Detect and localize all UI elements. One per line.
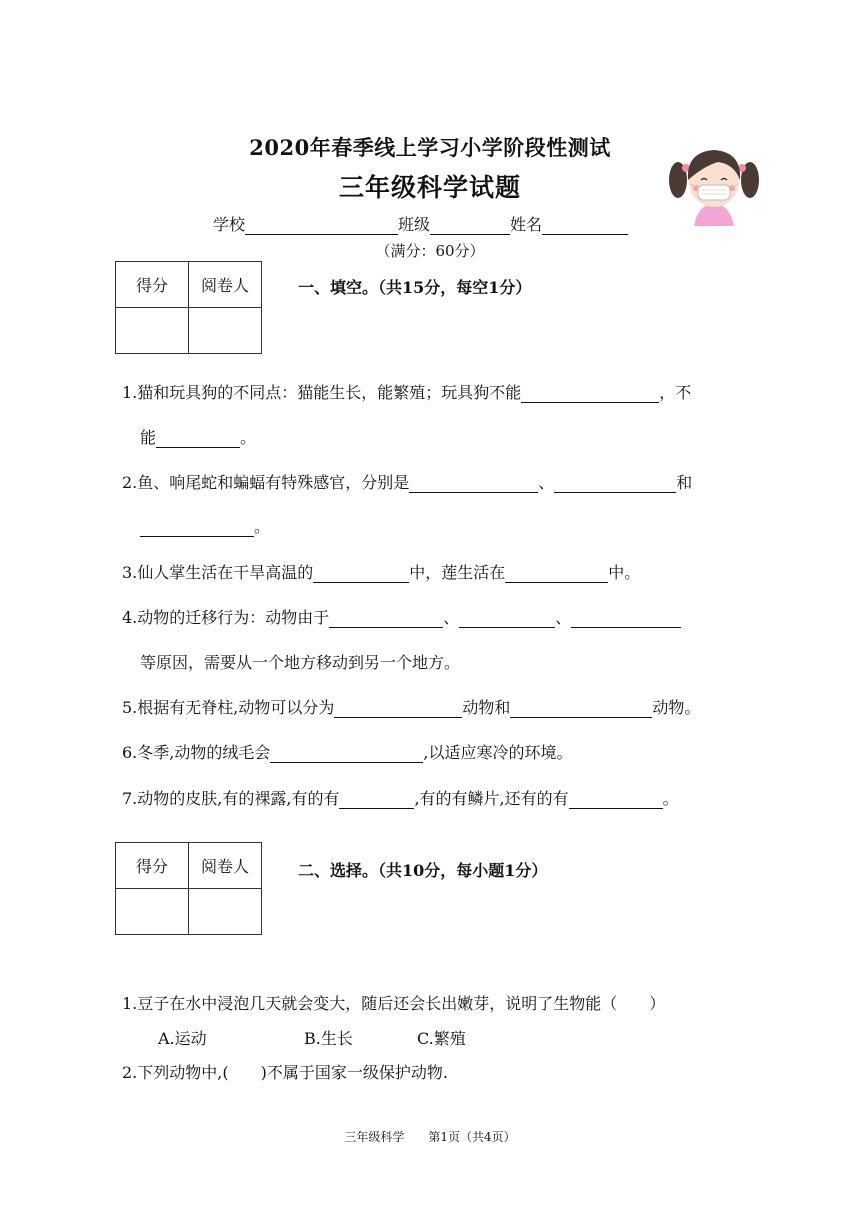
answer-blank[interactable] — [140, 518, 254, 537]
answer-blank[interactable] — [554, 474, 676, 493]
answer-blank[interactable] — [339, 790, 414, 809]
class-field[interactable] — [430, 216, 510, 235]
page-footer: 三年级科学 第1页（共4页） — [344, 1130, 516, 1144]
question-text: 动物。 — [652, 698, 701, 717]
answer-blank[interactable] — [459, 609, 555, 628]
question-text: 1.猫和玩具狗的不同点：猫能生长，能繁殖；玩具狗不能 — [122, 383, 522, 402]
choice-question-2: 2.下列动物中,( )不属于国家一级保护动物. — [122, 1063, 448, 1082]
score-header: 得分 — [116, 843, 189, 889]
question-text: 中。 — [608, 563, 641, 582]
question-text: 。 — [662, 789, 679, 808]
question-text: 和 — [676, 473, 693, 492]
question-text: ,有的有鳞片,还有的有 — [414, 789, 569, 808]
reviewer-header: 阅卷人 — [189, 262, 262, 308]
question-5 — [122, 695, 700, 718]
full-score-note: （满分：60分） — [375, 242, 485, 260]
score-table-section1 — [115, 261, 262, 354]
school-label: 学校 — [213, 215, 246, 234]
question-2-line2 — [140, 514, 270, 537]
reviewer-header: 阅卷人 — [189, 843, 262, 889]
question-text: 7.动物的皮肤,有的裸露,有的有 — [122, 789, 340, 808]
answer-blank[interactable] — [409, 474, 538, 493]
answer-blank[interactable] — [571, 609, 681, 628]
question-7 — [122, 786, 679, 809]
score-cell[interactable] — [116, 889, 189, 935]
exam-title: 2020年春季线上学习小学阶段性测试 — [249, 135, 611, 160]
question-1-line1 — [122, 380, 691, 403]
answer-blank[interactable] — [156, 429, 240, 448]
question-text: ，不 — [659, 383, 692, 402]
class-label: 班级 — [398, 215, 431, 234]
question-4-line1 — [122, 605, 681, 628]
section1-title: 一、填空。（共15分，每空1分） — [298, 278, 532, 297]
answer-blank[interactable] — [334, 699, 462, 718]
answer-blank[interactable] — [510, 699, 652, 718]
girl-with-mask-icon — [668, 138, 760, 226]
answer-blank[interactable] — [270, 744, 423, 763]
question-text: 能 — [140, 428, 157, 447]
question-4-line2: 等原因，需要从一个地方移动到另一个地方。 — [140, 653, 461, 672]
answer-blank[interactable] — [313, 564, 409, 583]
question-text: 3.仙人掌生活在干旱高温的 — [122, 563, 314, 582]
score-header: 得分 — [116, 262, 189, 308]
school-field[interactable] — [245, 216, 398, 235]
choice-question-1: 1.豆子在水中浸泡几天就会变大，随后还会长出嫩芽，说明了生物能（ ） — [122, 994, 666, 1013]
question-text: 2.鱼、响尾蛇和蝙蝠有特殊感官，分别是 — [122, 473, 410, 492]
question-text: 5.根据有无脊柱,动物可以分为 — [122, 698, 335, 717]
question-text: 6.冬季,动物的绒毛会 — [122, 743, 271, 762]
answer-blank[interactable] — [505, 564, 608, 583]
option-b[interactable]: B.生长 — [304, 1029, 353, 1048]
option-c[interactable]: C.繁殖 — [417, 1029, 466, 1048]
name-field[interactable] — [542, 216, 628, 235]
reviewer-cell[interactable] — [189, 308, 262, 354]
question-text: 动物和 — [462, 698, 511, 717]
question-text: 、 — [538, 473, 555, 492]
question-text: 。 — [254, 517, 271, 536]
name-label: 姓名 — [510, 215, 543, 234]
section2-title: 二、选择。（共10分，每小题1分） — [298, 861, 548, 880]
score-table-section2 — [115, 842, 262, 935]
question-2-line1 — [122, 470, 692, 493]
score-cell[interactable] — [116, 308, 189, 354]
question-text: 4.动物的迁移行为：动物由于 — [122, 608, 330, 627]
question-text: 、 — [443, 608, 460, 627]
question-text: 。 — [240, 428, 257, 447]
exam-subtitle: 三年级科学试题 — [338, 173, 521, 202]
question-1-line2 — [140, 425, 256, 448]
reviewer-cell[interactable] — [189, 889, 262, 935]
answer-blank[interactable] — [521, 384, 659, 403]
student-info-line — [213, 212, 628, 235]
question-6 — [122, 740, 572, 763]
answer-blank[interactable] — [569, 790, 663, 809]
question-text: 中，莲生活在 — [409, 563, 506, 582]
question-text: 、 — [555, 608, 572, 627]
option-a[interactable]: A.运动 — [158, 1029, 207, 1048]
question-text: ,以适应寒冷的环境。 — [423, 743, 573, 762]
answer-blank[interactable] — [329, 609, 443, 628]
question-3 — [122, 560, 640, 583]
